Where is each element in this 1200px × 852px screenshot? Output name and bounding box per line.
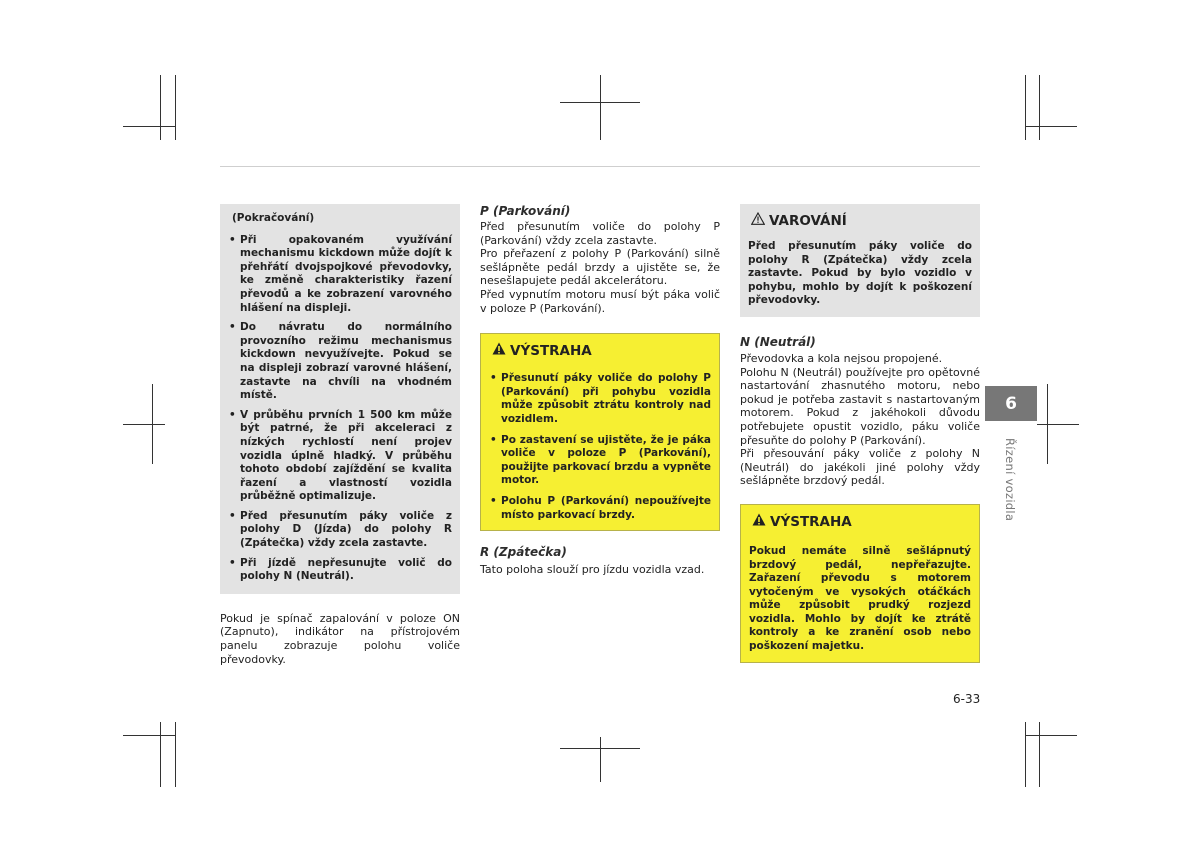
caution-text: Před přesunutím páky voliče do polohy R (Zpátečka) vždy zcela zastavte. Pokud by bylo vozidlo v pohybu, mohlo by dojít k poškození převodovky. xyxy=(748,240,972,307)
list-item: • Před přesunutím páky voliče z polohy D (Jízda) do polohy R (Zpátečka) vždy zcela zastavte. xyxy=(228,510,452,551)
neutral-warning-text: Pokud nemáte silně sešlápnutý brzdový pedál, nepřeřazujte. Zařazení převodu s motorem vytočeným ve vysokých otáčkách může způsobit prudký rozjezd vozidla. Mohlo by dojít ke ztrátě kontroly a ke zranění osob nebo poškození majetku. xyxy=(749,544,971,653)
column-right xyxy=(740,204,980,663)
crop-mark xyxy=(1039,75,1040,140)
kickdown-notes-list xyxy=(228,234,452,584)
caution-box xyxy=(740,204,980,317)
continued-notice-box xyxy=(220,204,460,594)
chapter-label: Řízení vozidla xyxy=(1003,438,1017,522)
warning-heading xyxy=(492,342,711,360)
neutral-paragraph: Převodovka a kola nejsou propojené. Polohu N (Neutrál) používejte pro opětovné nastartování zhasnutého motoru, nebo pokud je potřeba zastavit s nastartovaným motorem. Pokud z jakéhokoli důvodu potřebujete opustit vozidlo, páku voliče přesuňte do polohy P (Parkování). Při přesouvání páky voliče z polohy N (Neutrál) do jakékoli jiné polohy vždy sešlápněte brzdový pedál. xyxy=(740,351,980,488)
crop-mark xyxy=(1025,722,1026,787)
warning-triangle-icon xyxy=(752,513,766,531)
crop-mark xyxy=(1025,126,1077,127)
warning-title: VÝSTRAHA xyxy=(770,513,852,530)
list-item: • Při jízdě nepřesunujte volič do polohy N (Neutrál). xyxy=(228,557,452,584)
crop-mark xyxy=(160,722,161,787)
chapter-tab: 6 xyxy=(985,386,1037,421)
list-item: • Při opakovaném využívání mechanismu kickdown může dojít k přehřátí dvojspojkové převodovky, ke změně charakteristiky řazení převodů a ke zobrazení varovného hlášení na displeji. xyxy=(228,234,452,316)
caution-triangle-icon xyxy=(751,212,765,230)
crop-mark xyxy=(1025,735,1077,736)
crop-mark xyxy=(600,75,601,140)
crop-mark xyxy=(123,424,165,425)
warning-title: VÝSTRAHA xyxy=(510,343,592,360)
park-paragraph: Před přesunutím voliče do polohy P (Parkování) vždy zcela zastavte. Pro přeřazení z polohy P (Parkování) silně sešlápněte pedál brzdy a ujistěte se, že nesešlapujete pedál akcelerátoru. Před vypnutím motoru musí být páka volič v poloze P (Parkování). xyxy=(480,220,720,315)
crop-mark xyxy=(123,735,175,736)
list-item: • Přesunutí páky voliče do polohy P (Parkování) při pohybu vozidla může způsobit ztrátu kontroly nad vozidlem. xyxy=(489,372,711,426)
crop-mark xyxy=(152,384,153,464)
crop-mark xyxy=(123,126,175,127)
park-warning-list xyxy=(489,372,711,522)
indicator-paragraph: Pokud je spínač zapalování v poloze ON (Zapnuto), indikátor na přístrojovém panelu zobrazuje polohu voliče převodovky. xyxy=(220,611,460,666)
neutral-warning-box xyxy=(740,504,980,663)
column-middle xyxy=(480,204,720,577)
park-warning-box xyxy=(480,333,720,531)
crop-mark xyxy=(175,75,176,140)
list-item: • Polohu P (Parkování) nepoužívejte místo parkovací brzdy. xyxy=(489,495,711,522)
list-item: • V průběhu prvních 1 500 km může být patrné, že při akceleraci z nízkých rychlostí není projev vozidla úplně hladký. V průběhu tohoto období zajíždění se kvalita řazení a vlastností vozidla průběžně optimalizuje. xyxy=(228,409,452,504)
warning-heading xyxy=(752,513,971,531)
crop-mark xyxy=(175,722,176,787)
column-left xyxy=(220,204,460,666)
caution-heading xyxy=(751,212,972,230)
neutral-heading: N (Neutrál) xyxy=(740,334,816,349)
continued-label: (Pokračování) xyxy=(232,212,315,224)
park-heading: P (Parkování) xyxy=(480,204,571,218)
crop-mark xyxy=(600,737,601,782)
crop-mark xyxy=(1047,384,1048,464)
caution-title: VAROVÁNÍ xyxy=(769,213,847,229)
crop-mark xyxy=(1025,75,1026,140)
list-item: • Po zastavení se ujistěte, že je páka voliče v poloze P (Parkování), použijte parkovací brzdu a vypněte motor. xyxy=(489,434,711,488)
crop-mark xyxy=(160,75,161,140)
reverse-paragraph: Tato poloha slouží pro jízdu vozidla vzad. xyxy=(480,563,705,577)
header-rule xyxy=(220,166,980,167)
crop-mark xyxy=(1037,424,1079,425)
list-item: • Do návratu do normálního provozního režimu mechanismus kickdown nevyužívejte. Pokud se na displeji zobrazí varovné hlášení, zastavte na chvíli na vhodném místě. xyxy=(228,321,452,403)
warning-triangle-icon xyxy=(492,342,506,360)
reverse-heading: R (Zpátečka) xyxy=(480,545,567,560)
crop-mark xyxy=(1039,722,1040,787)
page-number: 6-33 xyxy=(953,692,981,706)
